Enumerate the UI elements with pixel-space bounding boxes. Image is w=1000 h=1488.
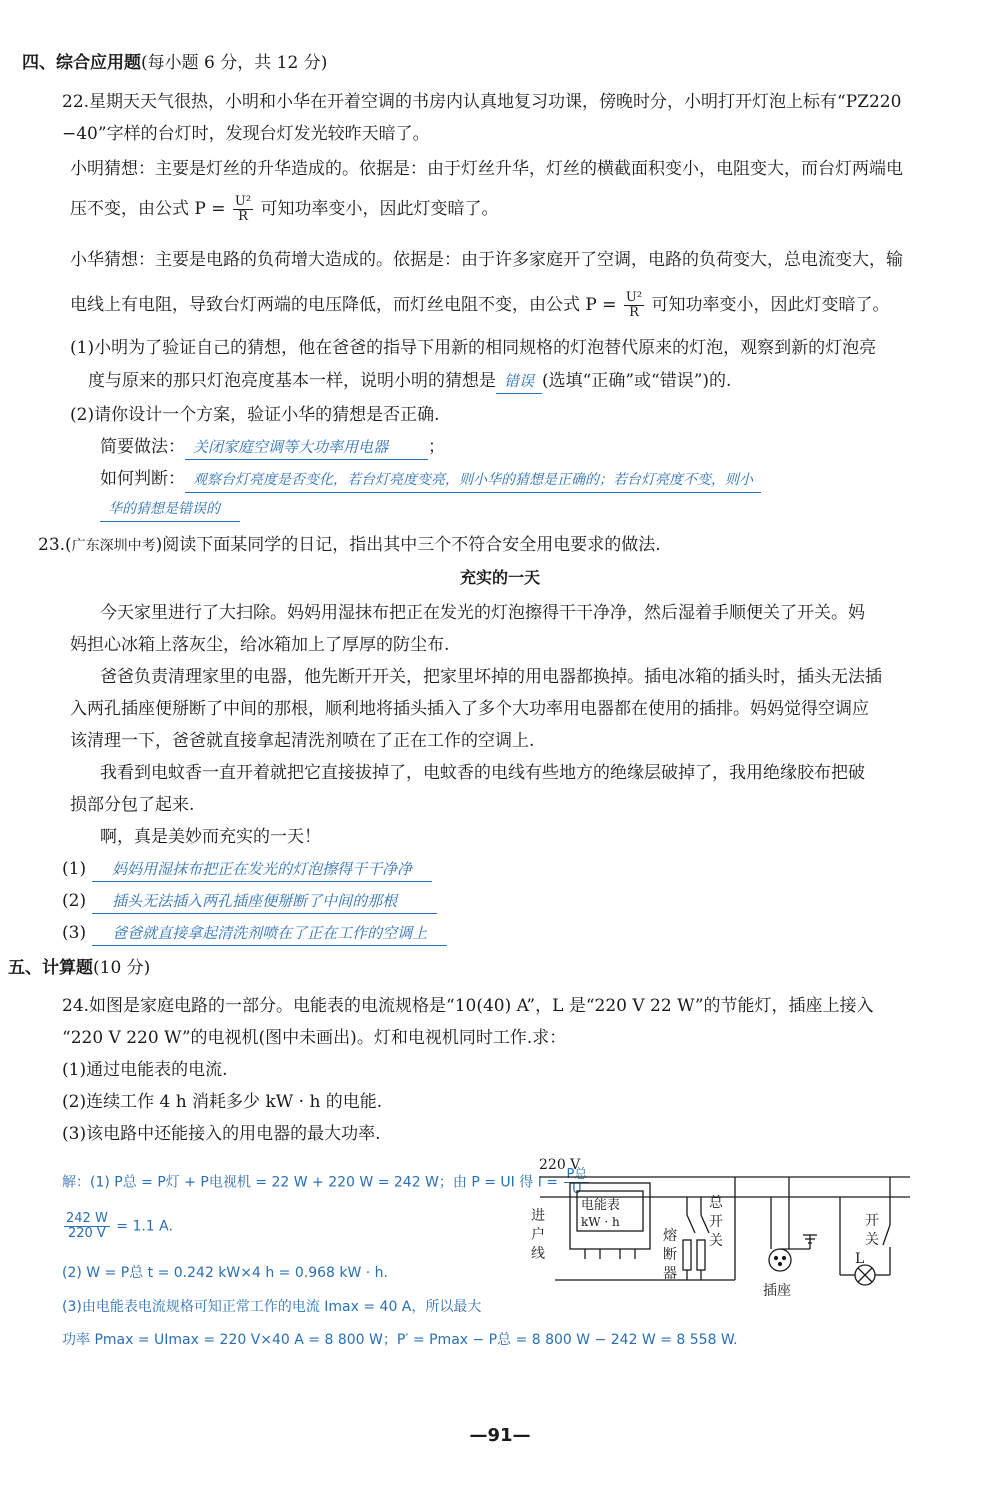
section-4-heading — [22, 52, 327, 74]
section-title: 四、综合应用题 — [22, 53, 141, 73]
text: 度与原来的那只灯泡亮度基本一样，说明小明的猜想是 — [88, 371, 496, 391]
q24-sub-3: (3)该电路中还能接入的用电器的最大功率. — [62, 1124, 381, 1144]
section-note: (10 分) — [93, 958, 151, 978]
char: 开 — [709, 1214, 723, 1230]
char: 进 — [531, 1208, 545, 1224]
q24-answer-2: (2) W = P总 t = 0.242 kW×4 h = 0.968 kW · h. — [62, 1265, 388, 1281]
diary-line: 损部分包了起来. — [70, 795, 195, 815]
char: 断 — [663, 1247, 677, 1263]
circuit-diagram — [525, 1155, 915, 1315]
q22-judge-2 — [100, 497, 240, 522]
char: 户 — [531, 1227, 545, 1243]
answer-blank: 妈妈用湿抹布把正在发光的灯泡擦得干干净净 — [92, 858, 432, 882]
denominator: U — [572, 1182, 582, 1197]
text: 电线上有电阻，导致台灯两端的电压降低，而灯丝电阻不变，由公式 P = — [70, 295, 617, 315]
diary-line: 今天家里进行了大扫除。妈妈用湿抹布把正在发光的灯泡擦得干干净净，然后湿着手顺便关了开关。妈 — [100, 603, 865, 623]
text: = 1.1 A. — [116, 1218, 173, 1235]
answer-fraction — [64, 1212, 110, 1241]
meter-unit: kW · h — [581, 1215, 620, 1229]
formula-fraction — [233, 195, 253, 224]
section-title: 五、计算题 — [8, 958, 93, 978]
q24-answer-3a: (3)由电能表电流规格可知正常工作的电流 Imax = 40 A，所以最大 — [62, 1299, 482, 1315]
socket-label: 插座 — [763, 1283, 791, 1299]
q22-method: 简要做法： 关闭家庭空调等大功率用电器 ； — [100, 436, 445, 460]
q22-part2: (2)请你设计一个方案，验证小华的猜想是否正确. — [70, 405, 440, 425]
char: 器 — [663, 1266, 677, 1282]
text: (选填“正确”或“错误”)的. — [542, 371, 732, 391]
q23-stem — [38, 534, 661, 557]
page-number: —91— — [469, 1425, 531, 1446]
q22-judge-1 — [100, 468, 761, 493]
q24-answer-1a — [62, 1168, 591, 1197]
denominator: R — [238, 209, 248, 224]
label: 简要做法： — [100, 437, 185, 457]
answer-blank: 爸爸就直接拿起清洗剂喷在了正在工作的空调上 — [92, 922, 447, 946]
section-5-heading — [8, 957, 150, 979]
q22-xiaoming-2 — [70, 195, 498, 224]
fuse-label — [663, 1228, 677, 1282]
q24-sub-1: (1)通过电能表的电流. — [62, 1060, 228, 1080]
q24-sub-2: (2)连续工作 4 h 消耗多少 kW · h 的电能. — [62, 1092, 383, 1112]
diary-line: 妈担心冰箱上落灰尘，给冰箱加上了厚厚的防尘布. — [70, 635, 450, 655]
label: 如何判断： — [100, 469, 185, 489]
q22-part1-line2 — [88, 370, 731, 394]
diary-line: 爸爸负责清理家里的电器，他先断开开关，把家里坏掉的用电器都换掉。插电冰箱的插头时，插头无法插 — [100, 667, 882, 687]
char: 线 — [531, 1246, 545, 1262]
text: 可知功率变小，因此灯变暗了。 — [651, 295, 890, 315]
text: 压不变，由公式 P = — [70, 199, 226, 219]
lamp-label: L — [855, 1251, 865, 1267]
answer-blank: 错误 — [496, 370, 542, 394]
denominator: 220 V — [67, 1226, 106, 1241]
diary-line: 我看到电蚊香一直开着就把它直接拔掉了，电蚊香的电线有些地方的绝缘层破掉了，我用绝缘胶布把破 — [100, 763, 865, 783]
q24-line-2: “220 V 220 W”的电视机(图中未画出)。灯和电视机同时工作.求： — [62, 1028, 567, 1048]
main-switch — [687, 1215, 695, 1233]
q23-answer-1 — [62, 858, 432, 882]
q24-line-1: 24.如图是家庭电路的一部分。电能表的电流规格是“10(40) A”，L 是“220 V 22 W”的节能灯，插座上接入 — [62, 996, 874, 1016]
diary-line: 入两孔插座便掰断了中间的那根，顺利地将插头插入了多个大功率用电器都在使用的插排。妈妈觉得空调应 — [70, 699, 869, 719]
socket — [769, 1249, 791, 1271]
text: 可知功率变小，因此灯变暗了。 — [260, 199, 499, 219]
main-switch-label — [709, 1195, 724, 1249]
char: 关 — [865, 1232, 879, 1248]
answer-blank: 华的猜想是错误的 — [100, 498, 240, 522]
q24-answer-1b — [62, 1212, 173, 1241]
lamp-switch — [883, 1225, 890, 1245]
q22-part1-line1: (1)小明为了验证自己的猜想，他在爸爸的指导下用新的相同规格的灯泡替代原来的灯泡，观察到新的灯泡亮 — [70, 338, 877, 358]
diary-title: 充实的一天 — [459, 568, 540, 587]
section-note: (每小题 6 分，共 12 分) — [141, 53, 328, 73]
label: (1) — [62, 859, 87, 879]
char: 熔 — [663, 1228, 677, 1244]
voltage-label: 220 V — [539, 1157, 581, 1173]
meter-label: 电能表 — [581, 1198, 621, 1213]
source-tag: 广东深圳中考 — [71, 538, 156, 554]
denominator: R — [629, 305, 639, 320]
char: 开 — [865, 1213, 879, 1229]
q22-line-2: −40”字样的台灯时，发现台灯发光较昨天暗了。 — [62, 124, 430, 144]
text: 23.( — [38, 535, 72, 555]
text: 解：(1) P总 = P灯 + P电视机 = 22 W + 220 W = 242 W；由 P = UI 得 I = — [62, 1174, 559, 1191]
q24-answer-3b: 功率 Pmax = UImax = 220 V×40 A = 8 800 W；P′ = Pmax − P总 = 8 800 W − 242 W = 8 558 W. — [62, 1332, 738, 1348]
formula-fraction — [624, 291, 644, 320]
label: (2) — [62, 891, 87, 911]
answer-blank: 关闭家庭空调等大功率用电器 — [185, 436, 428, 460]
q22-xiaoming-1: 小明猜想：主要是灯丝的升华造成的。依据是：由于灯丝升华，灯丝的横截面积变小，电阻变大，而台灯两端电 — [70, 159, 903, 179]
q23-answer-3 — [62, 922, 447, 946]
inlet-label — [531, 1208, 545, 1262]
q22-xiaohua-1: 小华猜想：主要是电路的负荷增大造成的。依据是：由于许多家庭开了空调，电路的负荷变大，总电流变大，输 — [70, 250, 903, 270]
answer-blank: 插头无法插入两孔插座便掰断了中间的那根 — [92, 890, 437, 914]
text: )阅读下面某同学的日记，指出其中三个不符合安全用电要求的做法. — [155, 535, 661, 555]
numerator: 242 W — [66, 1211, 108, 1226]
numerator: P总 — [566, 1167, 588, 1182]
diary-line: 啊，真是美妙而充实的一天！ — [100, 827, 321, 847]
label: (3) — [62, 923, 87, 943]
numerator: U² — [625, 290, 643, 305]
q22-xiaohua-2 — [70, 291, 889, 320]
q23-answer-2 — [62, 890, 437, 914]
diary-line: 该清理一下，爸爸就直接拿起清洗剂喷在了正在工作的空调上. — [70, 731, 535, 751]
numerator: U² — [234, 194, 252, 209]
switch-label — [865, 1213, 879, 1248]
fuse-1 — [683, 1240, 691, 1270]
answer-blank: 观察台灯亮度是否变化，若台灯亮度变亮，则小华的猜想是正确的；若台灯亮度不变，则小 — [185, 469, 761, 493]
fuse-2 — [697, 1240, 705, 1270]
q22-line-1: 22.星期天天气很热，小明和小华在开着空调的书房内认真地复习功课，傍晚时分，小明打开灯泡上标有“PZ220 — [62, 92, 902, 112]
char: 关 — [709, 1233, 723, 1249]
char: 总 — [709, 1195, 723, 1211]
